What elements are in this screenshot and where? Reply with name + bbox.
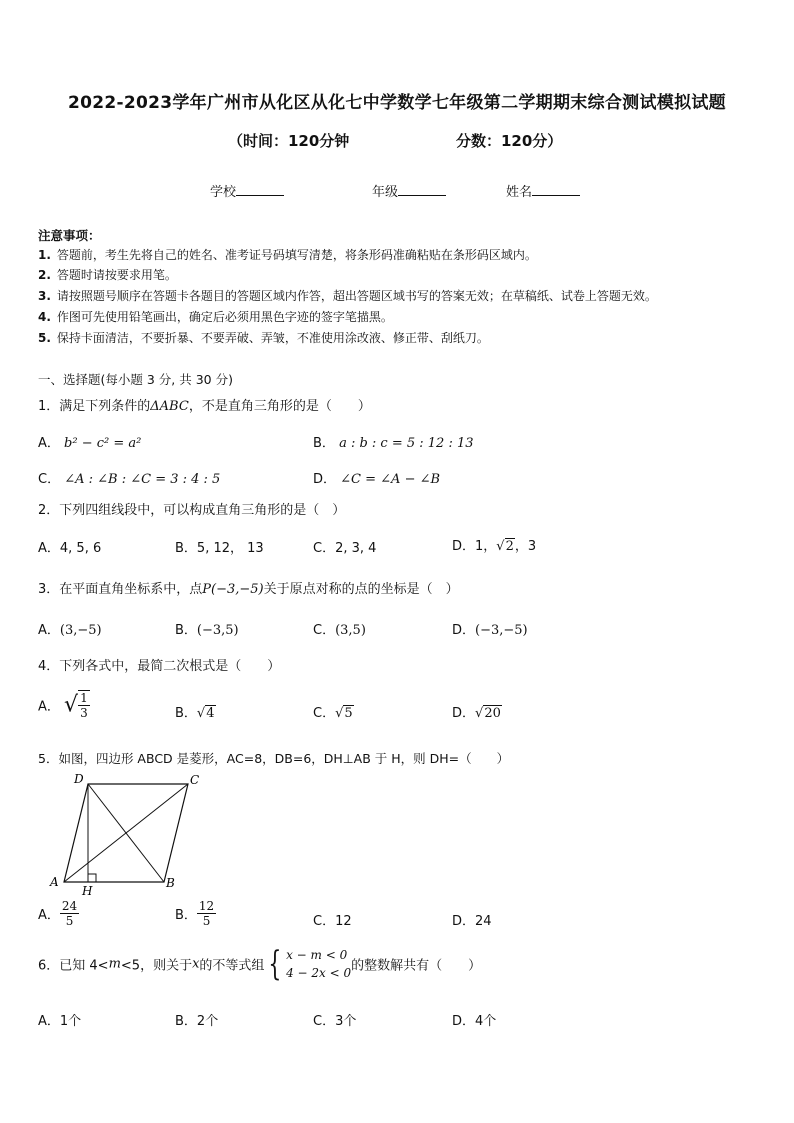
name-label: 姓名 <box>506 185 533 200</box>
q6-option-b[interactable]: B．2个 <box>175 1014 219 1029</box>
note-item: 5. 保持卡面清洁，不要折暴、不要弄破、弄皱，不准使用涂改液、修正带、刮纸刀。 <box>38 331 489 345</box>
brace-icon: { <box>268 944 282 984</box>
note-item: 2. 答题时请按要求用笔。 <box>38 268 177 282</box>
q3-option-b[interactable]: B．(−3,5) <box>175 623 239 638</box>
q5-option-d[interactable]: D．24 <box>452 914 492 929</box>
grade-label: 年级 <box>372 185 399 200</box>
note-item: 3. 请按照题号顺序在答题卡各题目的答题区域内作答，超出答题区域书写的答案无效；在草稿纸、试卷上答题无效。 <box>38 289 657 303</box>
rhombus-figure <box>48 772 198 897</box>
right-angle-mark <box>88 874 96 882</box>
question-1-stem: 1．满足下列条件的ΔABC，不是直角三角形的是（ ） <box>38 399 371 414</box>
grade-blank <box>398 183 446 196</box>
question-6-stem: 6．已知 4<m<5，则关于x的不等式组 { x − m < 0 4 − 2x < 0 的整数解共有（ ） <box>38 944 482 984</box>
q2-option-a[interactable]: A．4, 5, 6 <box>38 541 102 556</box>
sqrt-symbol: √2 <box>496 539 514 554</box>
label-a: A <box>50 875 59 889</box>
q3-option-a[interactable]: A．(3,−5) <box>38 623 102 638</box>
point-p: P(−3,−5) <box>202 582 264 597</box>
q2-option-b[interactable]: B．5, 12， 13 <box>175 541 264 556</box>
q1-option-a[interactable]: A． b² − c² = a² <box>38 436 142 451</box>
school-field <box>210 181 284 200</box>
q5-option-a[interactable]: A． $\frac{24}{5}$ <box>38 899 78 928</box>
section-heading: 一、选择题(每小题 3 分, 共 30 分) <box>38 372 233 387</box>
question-5-stem: 5．如图，四边形 ABCD 是菱形，AC=8，DB=6，DH⊥AB 于 H，则 DH=（ ） <box>38 751 510 766</box>
q1-option-b[interactable]: B． a : b : c = 5 : 12 : 13 <box>313 436 474 451</box>
label-h: H <box>82 884 93 898</box>
diagonal-db <box>88 784 164 882</box>
label-b: B <box>166 876 175 890</box>
inequality-system: x − m < 0 4 − 2x < 0 <box>286 948 352 980</box>
q4-option-b[interactable]: B．√4 <box>175 706 215 721</box>
q4-option-a[interactable]: A． √ $\frac{1}{3}$ <box>38 691 88 720</box>
notes-heading: 注意事项： <box>38 228 101 243</box>
q4-option-d[interactable]: D．√20 <box>452 706 501 721</box>
sqrt-symbol: √ <box>64 692 79 718</box>
school-blank <box>236 183 284 196</box>
question-3-stem: 3．在平面直角坐标系中，点P(−3,−5)关于原点对称的点的坐标是（ ） <box>38 582 459 597</box>
note-item: 1. 答题前，考生先将自己的姓名、准考证号码填写清楚，将条形码准确粘贴在条形码区域内。 <box>38 248 537 262</box>
q6-option-d[interactable]: D．4个 <box>452 1014 497 1029</box>
school-label: 学校 <box>210 185 237 200</box>
q5-option-b[interactable]: B． $\frac{12}{5}$ <box>175 899 215 928</box>
q1-option-c[interactable]: C． ∠A : ∠B : ∠C = 3 : 4 : 5 <box>38 472 221 487</box>
exam-title: 2022-2023学年广州市从化区从化七中学数学七年级第二学期期末综合测试模拟试题 <box>68 93 726 113</box>
note-item: 4. 作图可先使用铅笔画出，确定后必须用黑色字迹的签字笔描黑。 <box>38 310 393 324</box>
grade-field <box>372 181 446 200</box>
label-c: C <box>190 773 200 787</box>
name-field <box>506 181 580 200</box>
q4-option-c[interactable]: C．√5 <box>313 706 353 721</box>
exam-score: 分数：120分） <box>456 132 563 150</box>
question-2-stem: 2．下列四组线段中，可以构成直角三角形的是（ ） <box>38 503 346 518</box>
q2-option-d[interactable]: D．1，√2，3 <box>452 539 537 554</box>
q3-option-d[interactable]: D．(−3,−5) <box>452 623 528 638</box>
label-d: D <box>74 772 84 786</box>
q5-option-c[interactable]: C．12 <box>313 914 352 929</box>
question-4-stem: 4．下列各式中，最简二次根式是（ ） <box>38 659 281 674</box>
exam-time: （时间：120分钟 <box>228 132 350 150</box>
q2-option-c[interactable]: C．2, 3, 4 <box>313 541 377 556</box>
q1-option-d[interactable]: D． ∠C = ∠A − ∠B <box>313 472 441 487</box>
q6-option-a[interactable]: A．1个 <box>38 1014 82 1029</box>
name-blank <box>532 183 580 196</box>
q3-option-c[interactable]: C．(3,5) <box>313 623 366 638</box>
triangle-symbol: ΔABC <box>150 399 189 414</box>
q6-option-c[interactable]: C．3个 <box>313 1014 357 1029</box>
